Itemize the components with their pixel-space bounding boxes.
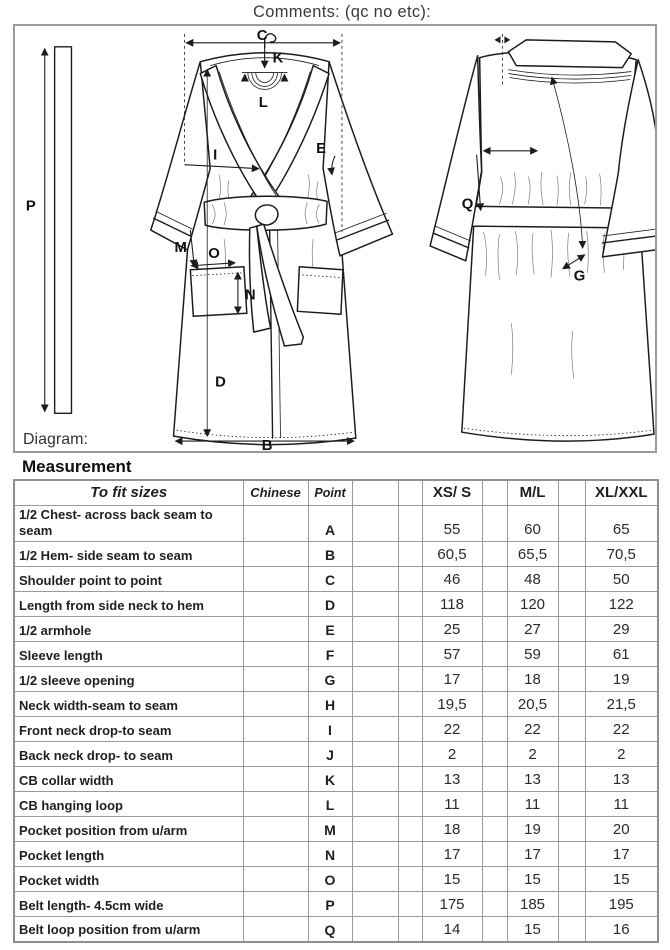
- value-xs: 46: [422, 567, 482, 592]
- empty-cell: [482, 692, 507, 717]
- chinese-cell: [243, 592, 308, 617]
- row-point: K: [308, 767, 352, 792]
- point-label-L: L: [258, 95, 268, 112]
- empty-cell: [482, 542, 507, 567]
- table-row: [14, 742, 658, 767]
- empty-cell: [398, 692, 422, 717]
- value-xs: 17: [422, 667, 482, 692]
- empty-cell: [482, 642, 507, 667]
- value-xs: 57: [422, 642, 482, 667]
- row-label: Pocket width: [14, 867, 243, 892]
- chinese-cell: [243, 767, 308, 792]
- row-label: Belt length- 4.5cm wide: [14, 892, 243, 917]
- header-empty-1: [352, 480, 398, 505]
- value-ml: 15: [507, 917, 558, 942]
- chinese-cell: [243, 505, 308, 542]
- empty-cell: [352, 792, 398, 817]
- value-xs: 2: [422, 742, 482, 767]
- point-label-I: I: [213, 147, 218, 164]
- empty-cell: [482, 742, 507, 767]
- empty-cell: [482, 867, 507, 892]
- table-row: [14, 667, 658, 692]
- value-ml: 13: [507, 767, 558, 792]
- chinese-cell: [243, 642, 308, 667]
- chinese-cell: [243, 867, 308, 892]
- value-ml: 15: [507, 867, 558, 892]
- empty-cell: [398, 892, 422, 917]
- value-xl: 16: [585, 917, 658, 942]
- belt-strip-drawing: [26, 47, 72, 414]
- value-xs: 175: [422, 892, 482, 917]
- point-label-K: K: [272, 50, 284, 67]
- robe-front-view: [151, 28, 393, 451]
- value-xs: 13: [422, 767, 482, 792]
- table-row: [14, 617, 658, 642]
- value-ml: 65,5: [507, 542, 558, 567]
- row-point: H: [308, 692, 352, 717]
- empty-cell: [482, 892, 507, 917]
- chinese-cell: [243, 817, 308, 842]
- chinese-cell: [243, 692, 308, 717]
- empty-cell: [558, 542, 585, 567]
- row-point: F: [308, 642, 352, 667]
- row-label: CB collar width: [14, 767, 243, 792]
- measurement-title: Measurement: [22, 457, 132, 476]
- empty-cell: [352, 892, 398, 917]
- header-point: Point: [308, 480, 352, 505]
- value-xl: 65: [585, 505, 658, 542]
- empty-cell: [482, 792, 507, 817]
- value-xl: 22: [585, 717, 658, 742]
- table-row: [14, 542, 658, 567]
- point-label-C: C: [256, 27, 268, 44]
- chinese-cell: [243, 842, 308, 867]
- comments-label: Comments: (qc no etc):: [253, 3, 432, 21]
- header-size-ml: M/L: [507, 480, 558, 505]
- chinese-cell: [243, 717, 308, 742]
- empty-cell: [558, 567, 585, 592]
- empty-cell: [352, 642, 398, 667]
- row-label: Sleeve length: [14, 642, 243, 667]
- belt-knot: [255, 205, 278, 225]
- value-xl: 61: [585, 642, 658, 667]
- empty-cell: [352, 867, 398, 892]
- table-row: [14, 867, 658, 892]
- empty-cell: [558, 742, 585, 767]
- table-row: [14, 917, 658, 942]
- value-xs: 18: [422, 817, 482, 842]
- chinese-cell: [243, 617, 308, 642]
- value-xl: 2: [585, 742, 658, 767]
- empty-cell: [352, 817, 398, 842]
- empty-cell: [398, 842, 422, 867]
- table-row: [14, 717, 658, 742]
- value-xs: 15: [422, 867, 482, 892]
- header-empty-3: [482, 480, 507, 505]
- point-label-O: O: [208, 245, 220, 262]
- empty-cell: [398, 867, 422, 892]
- empty-cell: [398, 542, 422, 567]
- header-chinese: Chinese: [243, 480, 308, 505]
- row-point: P: [308, 892, 352, 917]
- row-point: C: [308, 567, 352, 592]
- value-xs: 14: [422, 917, 482, 942]
- value-ml: 27: [507, 617, 558, 642]
- value-xl: 13: [585, 767, 658, 792]
- empty-cell: [482, 817, 507, 842]
- row-label: 1/2 armhole: [14, 617, 243, 642]
- row-point: D: [308, 592, 352, 617]
- empty-cell: [482, 917, 507, 942]
- value-xl: 11: [585, 792, 658, 817]
- empty-cell: [352, 717, 398, 742]
- empty-cell: [482, 717, 507, 742]
- row-point: O: [308, 867, 352, 892]
- empty-cell: [398, 792, 422, 817]
- point-label-B: B: [261, 438, 273, 451]
- chinese-cell: [243, 917, 308, 942]
- row-point: J: [308, 742, 352, 767]
- value-xl: 195: [585, 892, 658, 917]
- value-xl: 21,5: [585, 692, 658, 717]
- diagram-box: [13, 24, 657, 453]
- empty-cell: [352, 767, 398, 792]
- value-ml: 18: [507, 667, 558, 692]
- table-row: [14, 767, 658, 792]
- chinese-cell: [243, 892, 308, 917]
- value-ml: 22: [507, 717, 558, 742]
- point-label-N: N: [244, 287, 256, 304]
- measurement-table: [13, 479, 659, 943]
- table-row: [14, 592, 658, 617]
- value-xs: 55: [422, 505, 482, 542]
- point-label-E: E: [316, 140, 327, 157]
- row-label: Front neck drop-to seam: [14, 717, 243, 742]
- table-row: [14, 567, 658, 592]
- diagram-label: Diagram:: [23, 431, 88, 448]
- row-point: M: [308, 817, 352, 842]
- empty-cell: [558, 717, 585, 742]
- value-xl: 122: [585, 592, 658, 617]
- row-label: Neck width-seam to seam: [14, 692, 243, 717]
- empty-cell: [558, 692, 585, 717]
- table-row: [14, 842, 658, 867]
- value-ml: 48: [507, 567, 558, 592]
- value-xs: 11: [422, 792, 482, 817]
- value-ml: 59: [507, 642, 558, 667]
- value-xl: 15: [585, 867, 658, 892]
- point-label-M: M: [174, 239, 187, 256]
- right-pocket: [297, 267, 343, 315]
- header-empty-2: [398, 480, 422, 505]
- row-label: Shoulder point to point: [14, 567, 243, 592]
- value-xl: 50: [585, 567, 658, 592]
- row-label: Pocket position from u/arm: [14, 817, 243, 842]
- value-xs: 22: [422, 717, 482, 742]
- value-ml: 17: [507, 842, 558, 867]
- value-xs: 25: [422, 617, 482, 642]
- empty-cell: [482, 505, 507, 542]
- value-xs: 19,5: [422, 692, 482, 717]
- row-point: N: [308, 842, 352, 867]
- row-label: 1/2 Hem- side seam to seam: [14, 542, 243, 567]
- empty-cell: [398, 717, 422, 742]
- empty-cell: [352, 567, 398, 592]
- empty-cell: [352, 505, 398, 542]
- value-xl: 29: [585, 617, 658, 642]
- row-point: A: [308, 505, 352, 542]
- value-xs: 118: [422, 592, 482, 617]
- value-xl: 70,5: [585, 542, 658, 567]
- empty-cell: [558, 642, 585, 667]
- empty-cell: [482, 842, 507, 867]
- table-row: [14, 792, 658, 817]
- empty-cell: [558, 592, 585, 617]
- point-label-G: G: [573, 268, 586, 285]
- row-label: CB hanging loop: [14, 792, 243, 817]
- empty-cell: [398, 567, 422, 592]
- empty-cell: [398, 817, 422, 842]
- table-row: [14, 642, 658, 667]
- empty-cell: [558, 617, 585, 642]
- empty-cell: [398, 617, 422, 642]
- empty-cell: [352, 842, 398, 867]
- empty-cell: [398, 642, 422, 667]
- empty-cell: [482, 567, 507, 592]
- value-xl: 20: [585, 817, 658, 842]
- value-ml: 2: [507, 742, 558, 767]
- empty-cell: [558, 817, 585, 842]
- value-ml: 60: [507, 505, 558, 542]
- empty-cell: [398, 505, 422, 542]
- chinese-cell: [243, 792, 308, 817]
- row-label: Belt loop position from u/arm: [14, 917, 243, 942]
- value-ml: 20,5: [507, 692, 558, 717]
- robe-back-view: [430, 34, 655, 441]
- row-point: E: [308, 617, 352, 642]
- header-size-xs: XS/ S: [422, 480, 482, 505]
- empty-cell: [482, 767, 507, 792]
- value-ml: 185: [507, 892, 558, 917]
- row-label: 1/2 Chest- across back seam to seam: [14, 505, 243, 542]
- header-to-fit-sizes: To fit sizes: [14, 480, 243, 505]
- row-label: 1/2 sleeve opening: [14, 667, 243, 692]
- empty-cell: [558, 667, 585, 692]
- back-collar: [508, 40, 631, 68]
- empty-cell: [558, 505, 585, 542]
- chinese-cell: [243, 742, 308, 767]
- empty-cell: [482, 592, 507, 617]
- point-label-D: D: [215, 374, 226, 391]
- empty-cell: [352, 742, 398, 767]
- point-label-Q: Q: [461, 196, 474, 213]
- row-point: B: [308, 542, 352, 567]
- empty-cell: [558, 842, 585, 867]
- empty-cell: [482, 667, 507, 692]
- header-size-xl: XL/XXL: [585, 480, 658, 505]
- value-xs: 60,5: [422, 542, 482, 567]
- value-ml: 19: [507, 817, 558, 842]
- point-label-P: P: [25, 198, 36, 215]
- row-point: G: [308, 667, 352, 692]
- table-row: [14, 505, 658, 542]
- empty-cell: [398, 917, 422, 942]
- empty-cell: [398, 667, 422, 692]
- value-xl: 17: [585, 842, 658, 867]
- back-skirt: [462, 226, 654, 441]
- chinese-cell: [243, 667, 308, 692]
- empty-cell: [558, 767, 585, 792]
- table-row: [14, 692, 658, 717]
- empty-cell: [352, 592, 398, 617]
- chinese-cell: [243, 542, 308, 567]
- empty-cell: [352, 617, 398, 642]
- empty-cell: [352, 542, 398, 567]
- row-point: Q: [308, 917, 352, 942]
- row-point: L: [308, 792, 352, 817]
- empty-cell: [352, 917, 398, 942]
- header-empty-4: [558, 480, 585, 505]
- value-xl: 19: [585, 667, 658, 692]
- belt-strip: [55, 47, 72, 414]
- table-header-row: [14, 480, 658, 505]
- value-ml: 11: [507, 792, 558, 817]
- row-label: Back neck drop- to seam: [14, 742, 243, 767]
- empty-cell: [352, 667, 398, 692]
- empty-cell: [558, 792, 585, 817]
- table-row: [14, 817, 658, 842]
- empty-cell: [398, 742, 422, 767]
- empty-cell: [398, 767, 422, 792]
- empty-cell: [558, 867, 585, 892]
- value-xs: 17: [422, 842, 482, 867]
- row-label: Length from side neck to hem: [14, 592, 243, 617]
- value-ml: 120: [507, 592, 558, 617]
- chinese-cell: [243, 567, 308, 592]
- empty-cell: [482, 617, 507, 642]
- row-label: Pocket length: [14, 842, 243, 867]
- back-torso: [476, 51, 636, 210]
- empty-cell: [558, 892, 585, 917]
- table-row: [14, 892, 658, 917]
- empty-cell: [558, 917, 585, 942]
- robe-technical-drawing: [15, 26, 655, 451]
- empty-cell: [352, 692, 398, 717]
- empty-cell: [398, 592, 422, 617]
- row-point: I: [308, 717, 352, 742]
